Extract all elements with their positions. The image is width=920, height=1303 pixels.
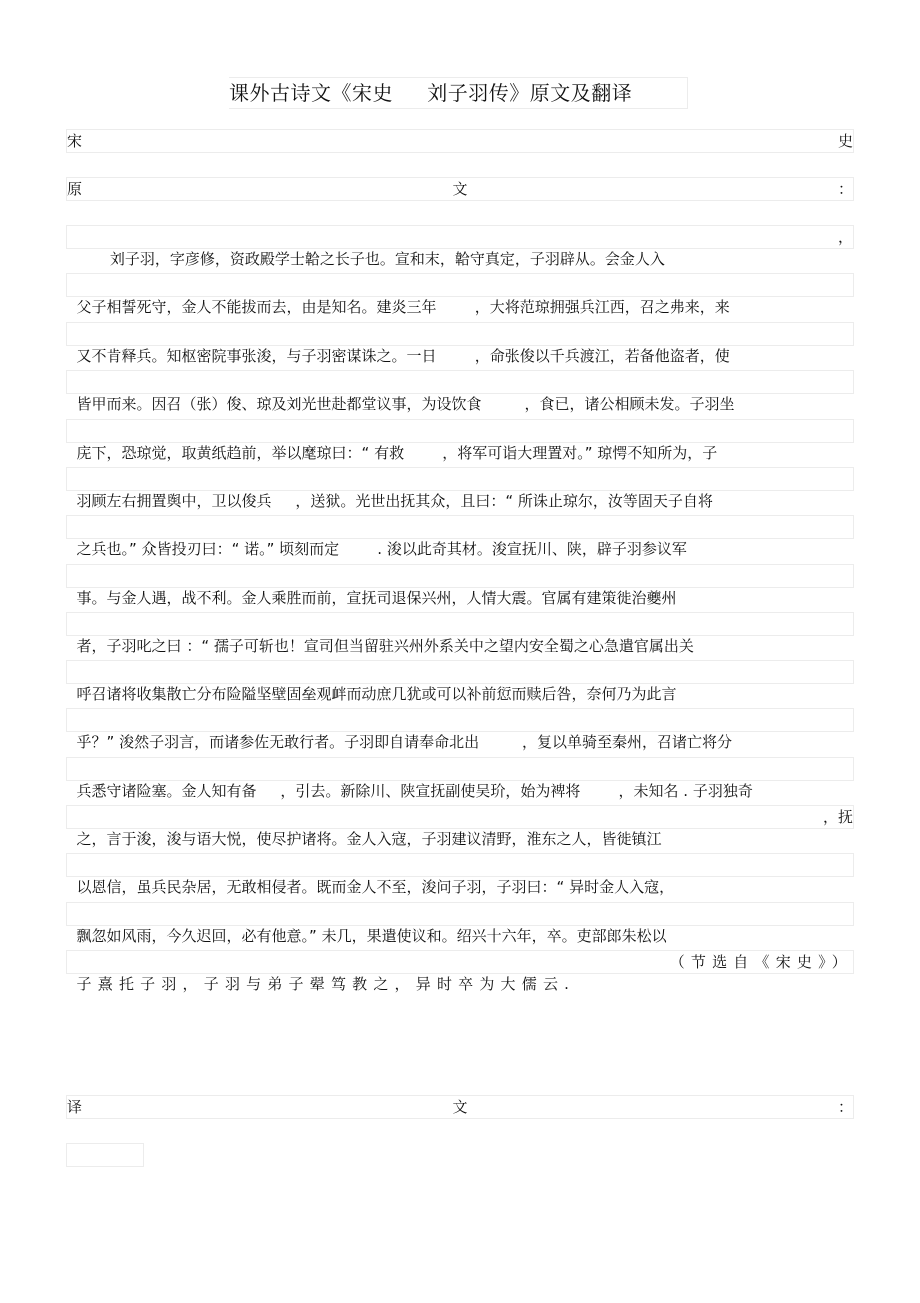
translation-heading-colon: ： (837, 1098, 853, 1116)
line-text: 者，子羽叱之曰 ：“ 孺子可斩也！宣司但当留驻兴州外系关中之望内安全蜀之心急遣官属出关 (76, 637, 694, 655)
text-line-2 (66, 273, 854, 316)
original-heading-char-1: 原 (67, 180, 83, 198)
line-text: 乎？” 浚然子羽言，而诸参佐无敢行者。子羽即自请奉命北出 ，复以单骑至秦州，召诸亡将分 (76, 733, 733, 751)
text-line-5 (66, 419, 854, 462)
line-text: 子熹托子羽，子羽与弟子翚笃教之，异时卒为大儒云. (76, 975, 576, 993)
text-line-6 (66, 467, 854, 510)
source-heading (66, 129, 854, 153)
line-text: 飘忽如风雨，今久迟回，必有他意。” 未几，果遣使议和。绍兴十六年，卒。吏部郎朱松以 (76, 927, 667, 945)
source-citation: （节选自《宋史》） (669, 953, 853, 971)
line-text: 兵悉守诸险塞。金人知有备 ，引去。新除川、陕宣抚副使吴玠，始为裨将 ，未知名 . 子羽独奇 (76, 782, 753, 800)
text-line-16 (66, 950, 854, 993)
line-text: 之，言于浚，浚与语大悦，使尽护诸将。金人入寇，子羽建议清野，淮东之人，皆徙镇江 (76, 830, 662, 848)
text-line-3 (66, 322, 854, 365)
empty-text-box (66, 1143, 144, 1167)
text-line-7 (66, 515, 854, 558)
text-line-14 (66, 853, 854, 896)
source-heading-char-1: 宋 (67, 132, 83, 150)
original-text-heading (66, 177, 854, 201)
text-line-12 (66, 757, 854, 800)
text-line-11 (66, 708, 854, 751)
line-end: ，抚 (822, 808, 853, 826)
line-text: 呼召诸将收集散亡分布险隘坚壁固垒观衅而动庶几犹或可以补前愆而赎后咎，奈何乃为此言 (76, 685, 677, 703)
text-line-4 (66, 370, 854, 413)
line-end: ， (837, 228, 853, 246)
text-line-8 (66, 564, 854, 607)
line-text: 刘子羽，字彦修，资政殿学士韐之长子也。宣和末，韐守真定，子羽辟从。会金人入 (76, 250, 665, 268)
line-text: 事。与金人遇，战不利。金人乘胜而前，宣抚司退保兴州，人情大震。官属有建策徙治夔州 (76, 589, 677, 607)
text-line-10 (66, 660, 854, 703)
source-heading-char-2: 史 (837, 132, 853, 150)
text-line-1 (66, 225, 854, 268)
line-text: 父子相誓死守，金人不能拔而去，由是知名。建炎三年 ，大将范琼拥强兵江西，召之弗来，来 (76, 298, 730, 316)
translation-heading-char-2: 文 (452, 1098, 468, 1116)
original-heading-char-2: 文 (452, 180, 468, 198)
text-line-9 (66, 612, 854, 655)
translation-heading-char-1: 译 (67, 1098, 83, 1116)
line-text: 皆甲而来。因召（张）俊、琼及刘光世赴都堂议事，为设饮食 ，食已，诸公相顾未发。子羽坐 (76, 395, 735, 413)
line-text: 羽顾左右拥置舆中，卫以俊兵 ，送狱。光世出抚其众，且曰：“ 所诛止琼尔，汝等固天子自将 (76, 492, 713, 510)
text-line-13 (66, 805, 854, 848)
line-text: 又不肯释兵。知枢密院事张浚，与子羽密谋诛之。一日 ，命张俊以千兵渡江，若备他盗者，使 (76, 347, 730, 365)
text-line-15 (66, 902, 854, 945)
translation-heading (66, 1095, 854, 1119)
line-text: 庑下，恐琼觉，取黄纸趋前，举以麾琼曰：“ 有救 ，将军可诣大理置对。” 琼愕不知所为，子 (76, 444, 718, 462)
line-text: 以恩信，虽兵民杂居，无敢相侵者。既而金人不至，浚问子羽，子羽曰：“ 异时金人入寇， (76, 878, 675, 896)
document-title: 课外古诗文《宋史 刘子羽传》原文及翻译 (229, 77, 688, 109)
line-text: 之兵也。” 众皆投刃曰：“ 诺。” 顷刻而定 . 浚以此奇其材。浚宣抚川、陕，辟子羽参议军 (76, 540, 687, 558)
original-heading-colon: ： (837, 180, 853, 198)
